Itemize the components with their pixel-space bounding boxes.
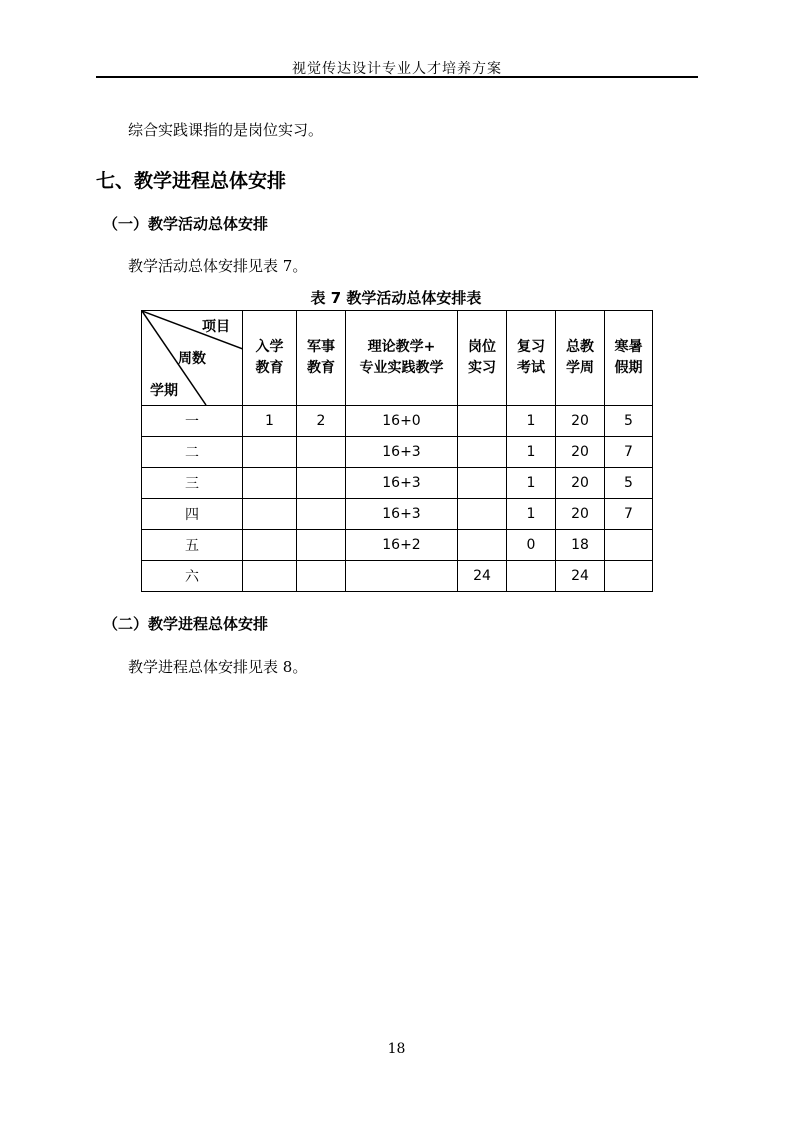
semester-cell: 五 — [142, 530, 243, 561]
table-row — [142, 437, 653, 468]
table-cell — [458, 530, 507, 561]
table-cell: 1 — [507, 406, 556, 437]
col-header-review-exam: 复习 考试 — [507, 311, 556, 406]
table-caption: 表 7 教学活动总体安排表 — [310, 289, 482, 307]
section-heading: 七、教学进程总体安排 — [96, 170, 287, 192]
semester-cell: 一 — [142, 406, 243, 437]
table-cell — [458, 468, 507, 499]
semester-cell: 六 — [142, 561, 243, 592]
table-cell: 24 — [458, 561, 507, 592]
table-cell: 1 — [243, 406, 297, 437]
semester-cell: 二 — [142, 437, 243, 468]
table-cell: 20 — [556, 468, 605, 499]
table-cell — [243, 437, 297, 468]
table-cell — [507, 561, 556, 592]
table-cell: 18 — [556, 530, 605, 561]
intro-paragraph: 综合实践课指的是岗位实习。 — [128, 121, 324, 139]
table-cell — [243, 561, 297, 592]
corner-label-semester: 学期 — [150, 383, 178, 399]
table-cell — [243, 530, 297, 561]
table-cell — [297, 468, 346, 499]
semester-cell: 四 — [142, 499, 243, 530]
corner-label-weeks: 周数 — [178, 351, 206, 367]
table-cell — [458, 437, 507, 468]
col-header-total-weeks: 总教 学周 — [556, 311, 605, 406]
table-cell: 7 — [605, 499, 653, 530]
table-cell — [297, 561, 346, 592]
table-cell: 20 — [556, 437, 605, 468]
table-cell: 1 — [507, 468, 556, 499]
subsection-1-heading: （一）教学活动总体安排 — [103, 215, 269, 233]
table-cell: 7 — [605, 437, 653, 468]
table-cell — [243, 468, 297, 499]
teaching-activity-table — [141, 310, 653, 592]
table-cell — [458, 499, 507, 530]
table-cell: 5 — [605, 406, 653, 437]
page-number: 18 — [387, 1041, 406, 1057]
col-header-vacation: 寒暑 假期 — [605, 311, 653, 406]
table-cell: 16+3 — [346, 468, 458, 499]
subsection-1-paragraph: 教学活动总体安排见表 7。 — [128, 257, 308, 275]
table-cell — [243, 499, 297, 530]
subsection-2-paragraph: 教学进程总体安排见表 8。 — [128, 658, 308, 676]
table-cell: 24 — [556, 561, 605, 592]
col-header-military: 军事 教育 — [297, 311, 346, 406]
table-cell: 16+3 — [346, 499, 458, 530]
table-cell: 5 — [605, 468, 653, 499]
table-cell: 1 — [507, 499, 556, 530]
table-cell: 16+3 — [346, 437, 458, 468]
header-rule — [96, 76, 698, 78]
table-cell — [346, 561, 458, 592]
col-header-theory-practice: 理论教学+ 专业实践教学 — [346, 311, 458, 406]
semester-cell: 三 — [142, 468, 243, 499]
table-cell: 2 — [297, 406, 346, 437]
table-cell — [297, 437, 346, 468]
table-row — [142, 530, 653, 561]
table-row — [142, 406, 653, 437]
table-header-row — [142, 311, 653, 406]
running-header: 视觉传达设计专业人才培养方案 — [292, 61, 502, 77]
table-cell: 1 — [507, 437, 556, 468]
table-cell: 20 — [556, 406, 605, 437]
col-header-orientation: 入学 教育 — [243, 311, 297, 406]
table-row — [142, 499, 653, 530]
table-cell — [297, 499, 346, 530]
table-cell — [458, 406, 507, 437]
table-row — [142, 468, 653, 499]
table-cell — [297, 530, 346, 561]
table-cell: 16+2 — [346, 530, 458, 561]
table-cell — [605, 561, 653, 592]
table-cell: 16+0 — [346, 406, 458, 437]
subsection-2-heading: （二）教学进程总体安排 — [103, 615, 269, 633]
table-row — [142, 561, 653, 592]
table-cell — [605, 530, 653, 561]
col-header-internship: 岗位 实习 — [458, 311, 507, 406]
diagonal-corner-cell — [142, 311, 243, 406]
table-cell: 0 — [507, 530, 556, 561]
corner-label-item: 项目 — [202, 319, 230, 335]
table-cell: 20 — [556, 499, 605, 530]
